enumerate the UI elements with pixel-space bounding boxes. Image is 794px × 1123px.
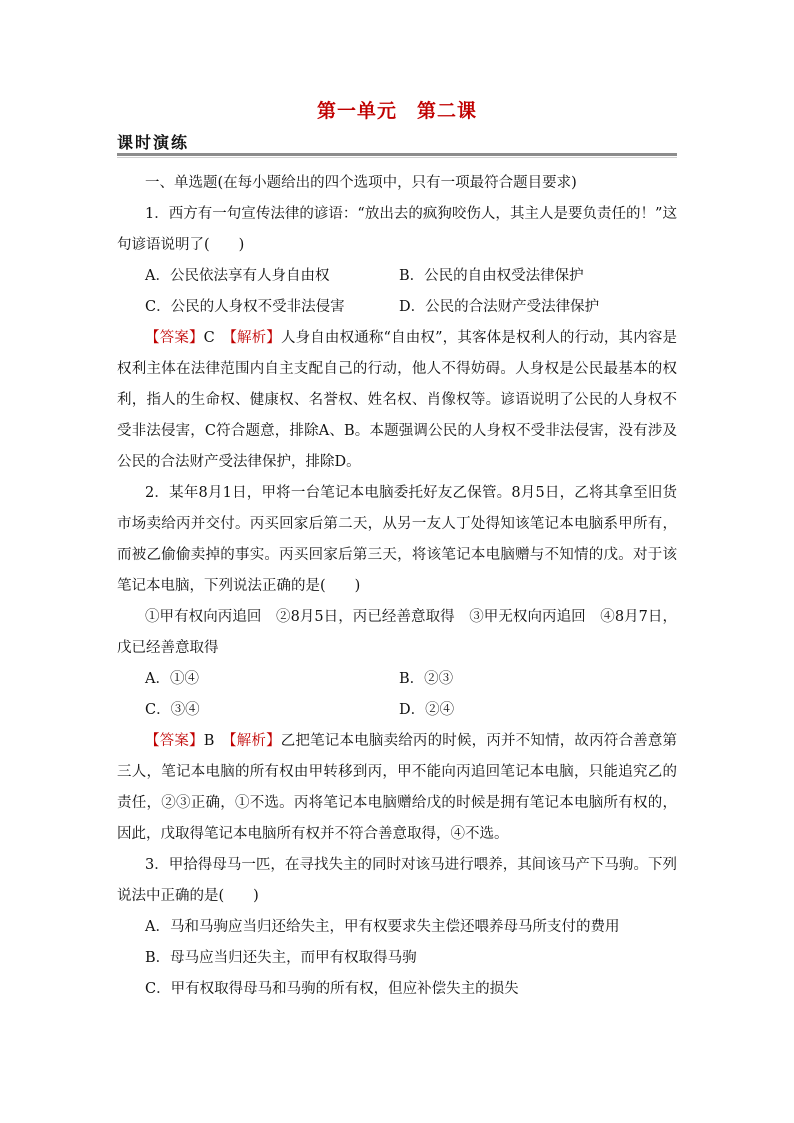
analysis-tag: 【解析】 [229,733,281,749]
question-1-stem: 1．西方有一句宣传法律的谚语：“放出去的疯狗咬伤人，其主人是要负责任的！”这句谚语说明了( ) [117,206,677,253]
question-3-option-c: C．甲有权取得母马和马驹的所有权，但应补偿失主的损失 [145,981,519,997]
answer-value: C [203,330,230,346]
section-intro: 一、单选题(在每小题给出的四个选项中，只有一项最符合题目要求) [145,175,577,191]
question-1-option-c: C．公民的人身权不受非法侵害 [145,299,345,315]
question-3-option-a: A．马和马驹应当归还给失主，甲有权要求失主偿还喂养母马所支付的费用 [145,919,620,935]
question-2-statements: ①甲有权向丙追回 ②8月5日，丙已经善意取得 ③甲无权向丙追回 ④8月7日，戊已经善意取得 [117,609,677,656]
answer-tag: 【答案】 [145,330,204,346]
question-1-option-d: D．公民的合法财产受法律保护 [399,299,600,315]
section-heading: 课时演练 [117,133,190,152]
exercise-content [117,168,677,1005]
analysis-text: 乙把笔记本电脑卖给丙的时候，丙并不知情，故丙符合善意第三人，笔记本电脑的所有权由甲转移到丙，甲不能向丙追回笔记本电脑，只能追究乙的责任，②③正确，①不选。丙将笔记本电脑赠给戊的时候是拥有笔记本电脑所有权的，因此，戊取得笔记本电脑所有权并不符合善意取得，④不选。 [117,733,678,842]
question-1-answer [117,323,677,478]
question-1-options-row-2 [117,292,677,323]
analysis-tag: 【解析】 [229,330,281,346]
question-2-answer [117,726,677,850]
question-2-options-row-1 [117,664,677,695]
question-1-options-row-1 [117,261,677,292]
analysis-text: 人身自由权通称“自由权”，其客体是权利人的行动，其内容是权利主体在法律范围内自主支配自己的行动，他人不得妨碍。人身权是公民最基本的权利，指人的生命权、健康权、名誉权、姓名权、肖像权等。谚语说明了公民的人身权不受非法侵害，C符合题意，排除A、B。本题强调公民的人身权不受非法侵害，没有涉及公民的合法财产受法律保护，排除D。 [117,330,678,470]
question-2-option-c: C．③④ [145,702,200,718]
question-3-stem: 3．甲拾得母马一匹，在寻找失主的同时对该马进行喂养，其间该马产下马驹。下列说法中正确的是( ) [117,857,677,904]
page-title: 第一单元 第二课 [316,100,477,122]
question-1-option-b: B．公民的自由权受法律保护 [399,268,584,284]
question-2-option-b: B．②③ [399,671,454,687]
question-2-options-row-2 [117,695,677,726]
answer-tag: 【答案】 [145,733,204,749]
question-2-stem: 2．某年8月1日，甲将一台笔记本电脑委托好友乙保管。8月5日，乙将其拿至旧货市场卖给丙并交付。丙买回家后第二天，从另一友人丁处得知该笔记本电脑系甲所有，而被乙偷偷卖掉的事实。丙买回家后第三天，将该笔记本电脑赠与不知情的戊。对于该笔记本电脑，下列说法正确的是( ) [117,485,677,594]
question-2-option-d: D．②④ [399,702,455,718]
heading-divider-thin [117,157,677,158]
heading-divider [117,153,677,156]
question-2-option-a: A．①④ [145,671,199,687]
question-1-option-a: A．公民依法享有人身自由权 [145,268,330,284]
answer-value: B [203,733,230,749]
question-3-option-b: B．母马应当归还失主，而甲有权取得马驹 [145,950,417,966]
